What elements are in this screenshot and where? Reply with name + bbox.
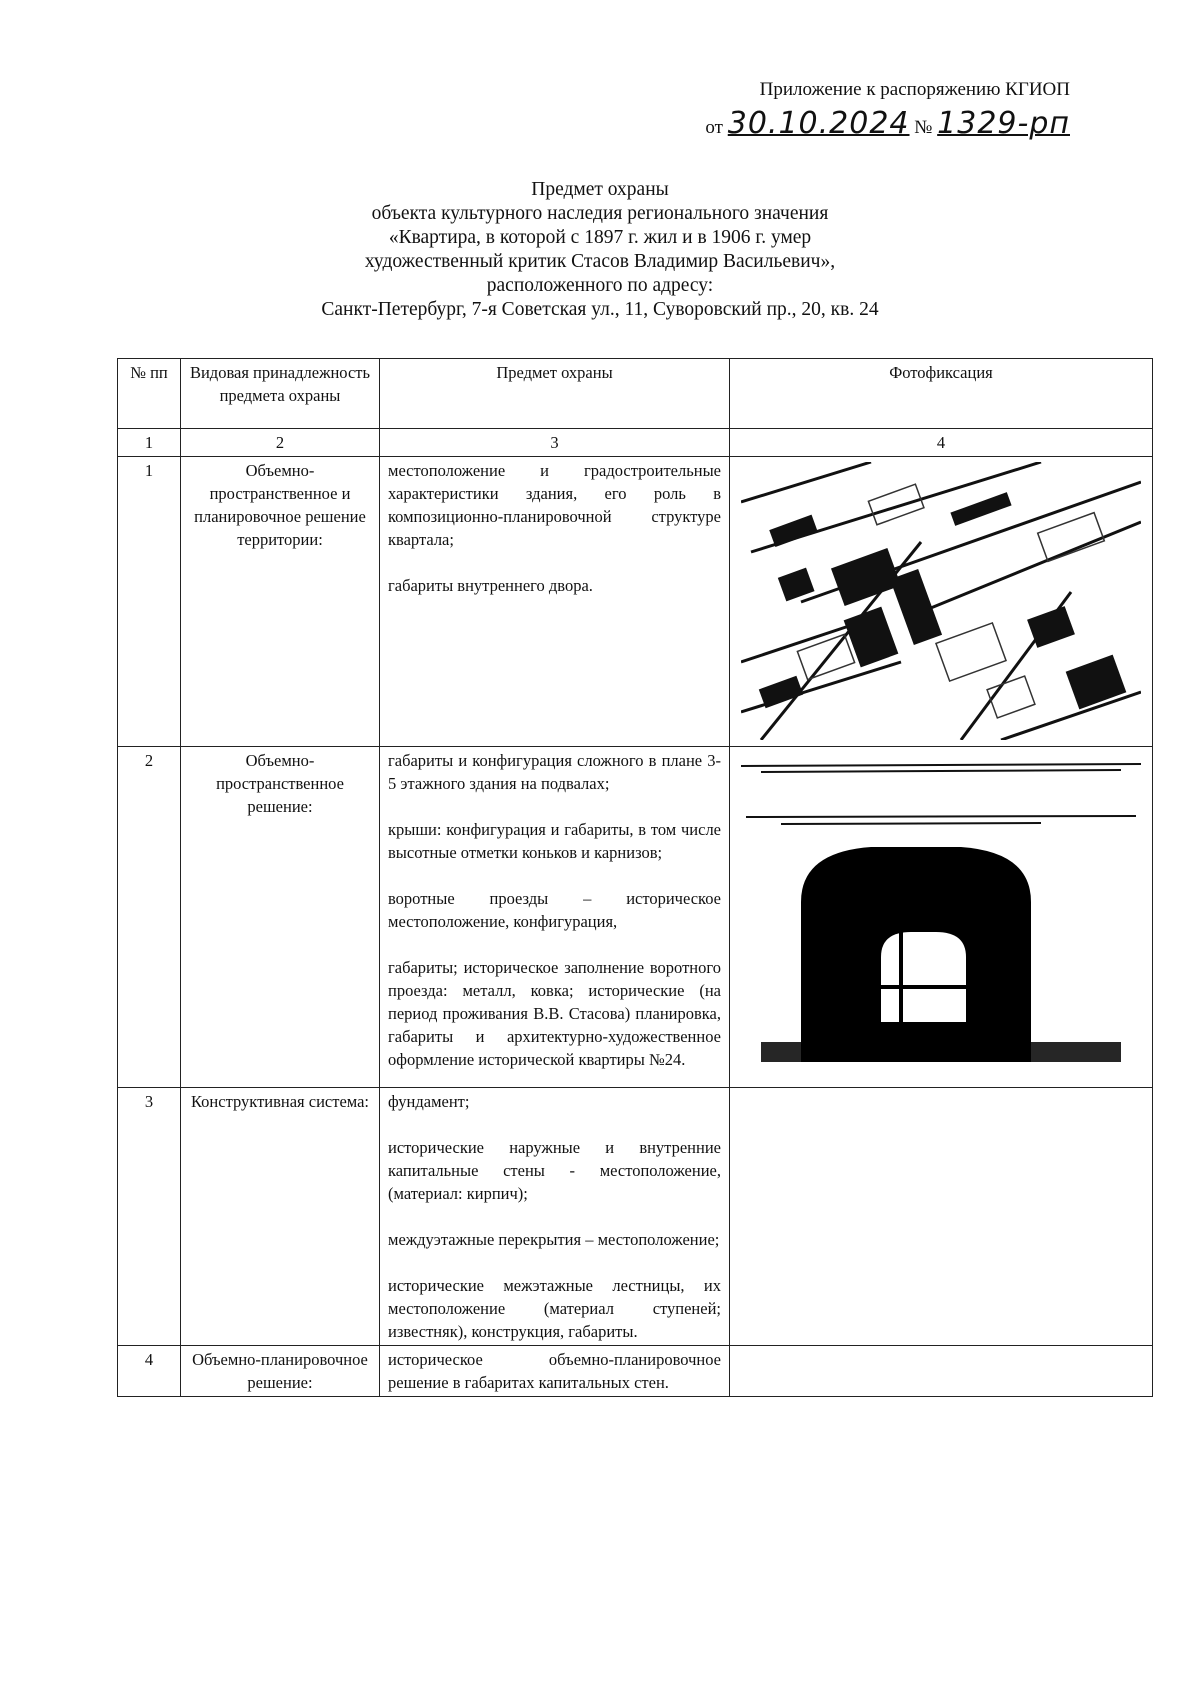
- item-text: междуэтажные перекрытия – местоположение;: [388, 1230, 720, 1249]
- title-line-5: расположенного по адресу:: [486, 275, 714, 296]
- header-kind: Видовая принадлежность предмета охраны: [181, 359, 380, 429]
- item-text: местоположение и градостроительные характеристики здания, его роль в композиционно-планировочной структуре квартала;: [388, 461, 721, 549]
- annex-date-number: [650, 106, 1070, 141]
- annex-title: Приложение к распоряжению КГИОП: [759, 79, 1070, 100]
- row-items: [380, 1088, 730, 1346]
- item-text: исторические межэтажные лестницы, их местоположение (материал ступеней; известняк), конструкция, габариты.: [388, 1276, 721, 1341]
- title-line-6: Санкт-Петербург, 7-я Советская ул., 11, Суворовский пр., 20, кв. 24: [321, 299, 879, 320]
- title-line-3: «Квартира, в которой с 1897 г. жил и в 1906 г. умер: [388, 227, 812, 248]
- table-header-row: [118, 359, 1153, 429]
- index-cell: 1: [118, 429, 181, 457]
- row-kind: Конструктивная система:: [181, 1088, 380, 1346]
- item-text: крыши: конфигурация и габариты, в том числе высотные отметки коньков и карнизов;: [388, 820, 721, 862]
- document-title: [250, 178, 950, 322]
- protection-table: [117, 358, 1153, 1397]
- row-kind: Объемно-пространственное решение:: [181, 747, 380, 1088]
- table-row: [118, 747, 1153, 1088]
- index-cell: 2: [181, 429, 380, 457]
- item-text: габариты и конфигурация сложного в плане 3-5 этажного здания на подвалах;: [388, 751, 721, 793]
- table-row: [118, 457, 1153, 747]
- annex-header: [650, 78, 1070, 140]
- index-cell: 3: [380, 429, 730, 457]
- table-index-row: [118, 429, 1153, 457]
- item-text: исторические наружные и внутренние капитальные стены - местоположение, (материал: кирпич);: [388, 1138, 721, 1203]
- table-row: [118, 1088, 1153, 1346]
- row-photo-empty: [730, 1088, 1153, 1346]
- item-text: воротные проезды – историческое местоположение, конфигурация,: [388, 889, 721, 931]
- row-items: [380, 1346, 730, 1397]
- row-photo: [730, 747, 1153, 1088]
- row-number: 1: [118, 457, 181, 747]
- row-photo: [730, 457, 1153, 747]
- order-date: 30.10.2024: [727, 106, 910, 141]
- item-text: габариты внутреннего двора.: [388, 576, 593, 595]
- row-number: 2: [118, 747, 181, 1088]
- gate-arch-image: [741, 752, 1141, 1082]
- row-photo-empty: [730, 1346, 1153, 1397]
- row-kind: Объемно-планировочное решение:: [181, 1346, 380, 1397]
- item-text: габариты; историческое заполнение воротного проезда: металл, ковка; исторические (на период проживания В.В. Стасова) планировка, габариты и архитектурно-художественное оформление исторической квартиры №24.: [388, 958, 721, 1069]
- header-num: № пп: [118, 359, 181, 429]
- title-line-1: Предмет охраны: [531, 179, 669, 200]
- row-items: [380, 747, 730, 1088]
- table-row: [118, 1346, 1153, 1397]
- row-number: 4: [118, 1346, 181, 1397]
- order-number: 1329-рп: [937, 106, 1070, 141]
- item-text: фундамент;: [388, 1092, 470, 1111]
- from-label: от: [705, 117, 723, 138]
- item-text: историческое объемно-планировочное решение в габаритах капитальных стен.: [388, 1350, 721, 1392]
- row-kind: Объемно-пространственное и планировочное решение территории:: [181, 457, 380, 747]
- header-subject: Предмет охраны: [380, 359, 730, 429]
- site-map-image: [741, 462, 1141, 740]
- header-photo: Фотофиксация: [730, 359, 1153, 429]
- row-number: 3: [118, 1088, 181, 1346]
- title-line-2: объекта культурного наследия регионального значения: [371, 203, 829, 224]
- number-label: №: [914, 117, 933, 138]
- index-cell: 4: [730, 429, 1153, 457]
- title-line-4: художественный критик Стасов Владимир Васильевич»,: [364, 251, 836, 272]
- row-items: [380, 457, 730, 747]
